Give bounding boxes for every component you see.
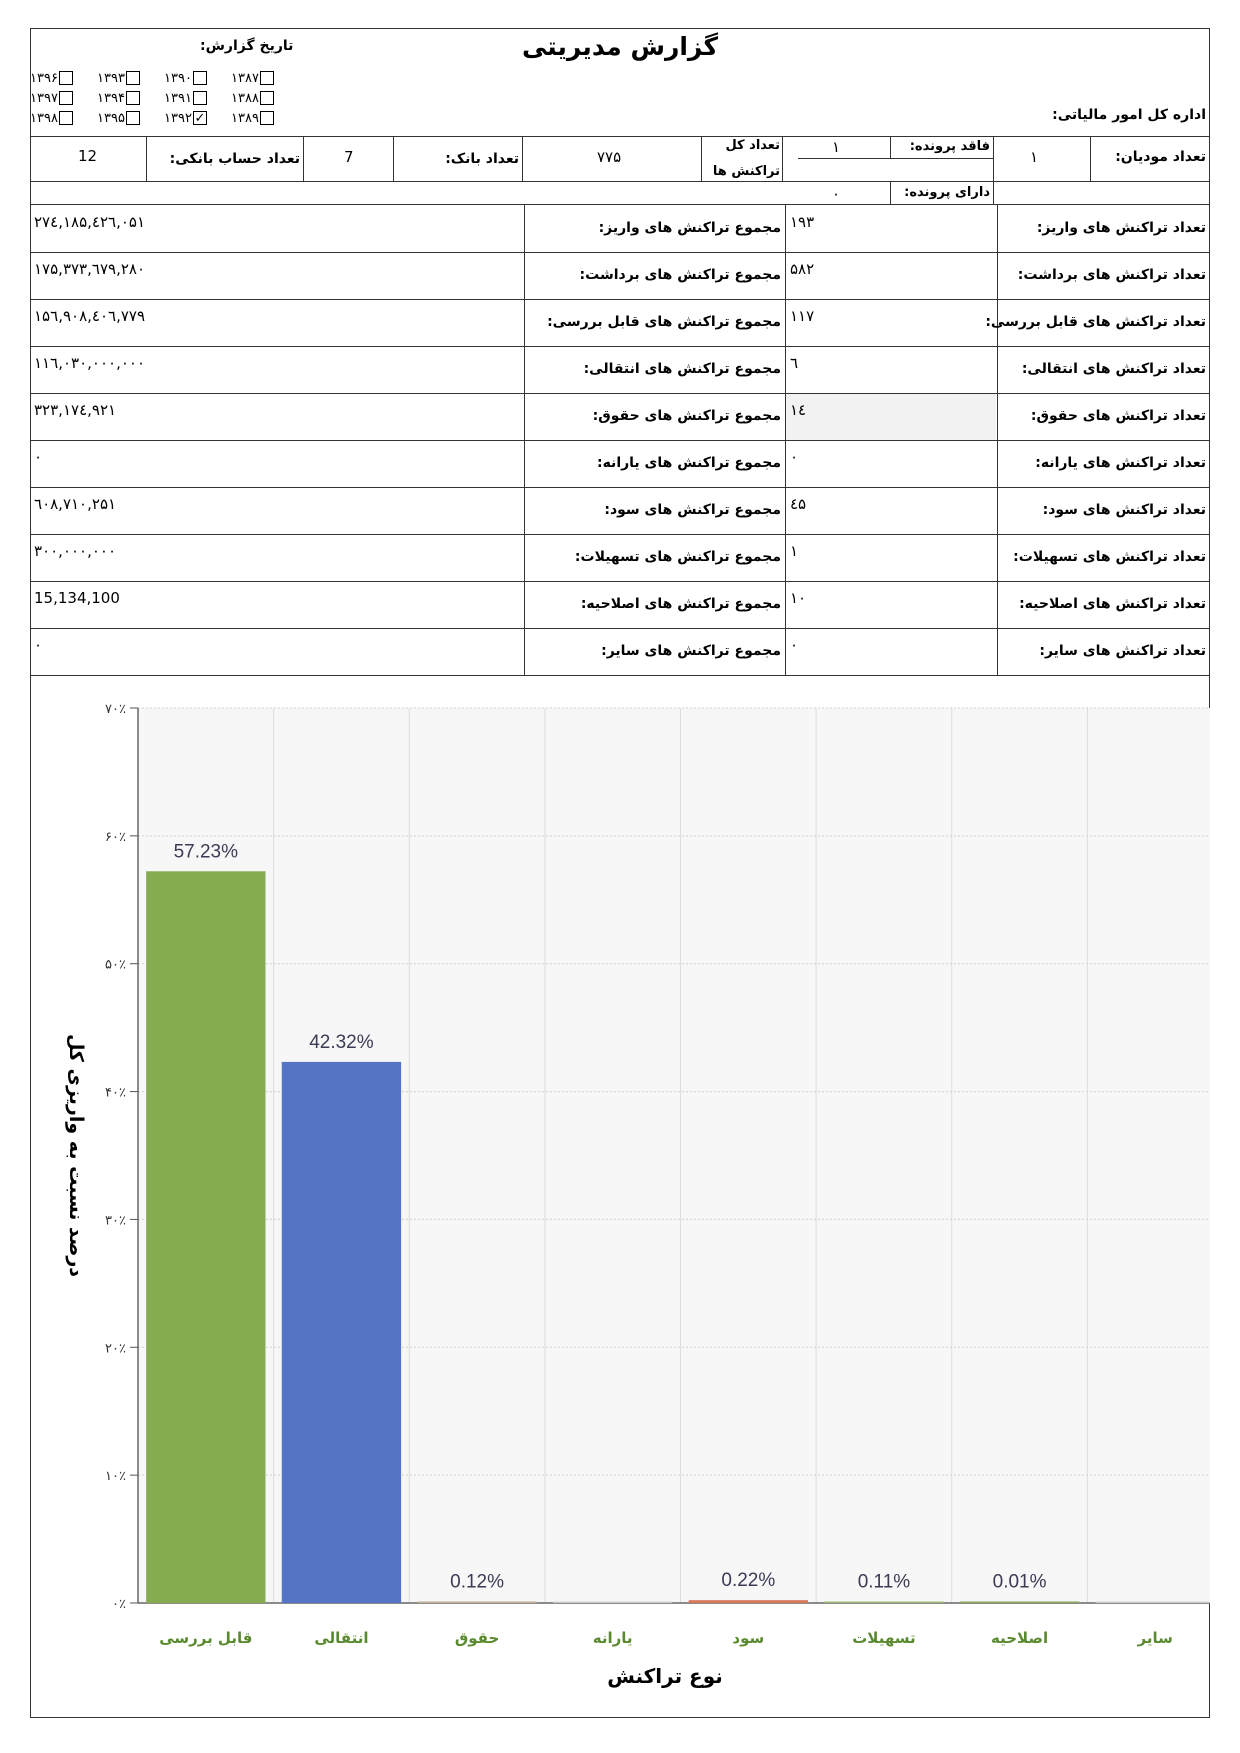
y-tick-label: ۴۰٪ [105,1085,126,1101]
y-tick-label: ۷۰٪ [105,702,126,717]
no-file-label: فاقد پرونده: [909,139,990,154]
y-tick-label: ۳۰٪ [105,1213,126,1229]
y-tick-label: ۱۰٪ [105,1469,126,1485]
year-option[interactable] [231,71,298,86]
bar [689,1600,808,1603]
total-tx-value: ۷۷۵ [597,148,622,166]
table-border [522,136,523,181]
sum-value: ۳۰۰,۰۰۰,۰۰۰ [34,542,117,560]
no-file-value: ۱ [832,138,841,156]
table-border [1090,136,1091,181]
report-date-label: تاریخ گزارش: [200,38,294,54]
taxpayers-value: ۱ [1030,148,1039,166]
table-border [30,299,1210,300]
checkbox-icon[interactable] [59,111,73,125]
year-label: ۱۳۹۲ [164,110,192,126]
count-value: ۰ [790,448,799,466]
year-label: ۱۳۹۷ [30,90,58,106]
sum-label: مجموع تراکنش های قابل بررسی: [547,314,781,330]
x-category-label: انتقالی [314,1629,369,1647]
y-tick-label: ۵۰٪ [105,957,126,973]
table-border [30,534,1210,535]
checkbox-icon[interactable] [193,91,207,105]
year-label: ۱۳۹۱ [164,90,192,106]
x-category-label: سود [732,1629,765,1647]
bar-value-label: 42.32% [309,1031,374,1053]
year-option[interactable] [164,91,231,106]
year-label: ۱۳۹۸ [30,110,58,126]
sum-label: مجموع تراکنش های سایر: [601,643,781,659]
banks-value: 7 [344,148,354,166]
year-option[interactable] [164,71,231,86]
table-border [30,675,1210,676]
bar [1096,1602,1210,1604]
x-category-label: قابل بررسی [159,1629,253,1647]
table-border [30,181,1210,182]
checkbox-icon[interactable] [126,91,140,105]
total-tx-label-2: تراکنش ها [712,164,780,179]
bar-value-label: 0.11% [857,1571,911,1593]
page-title: گزارش مدیریتی [522,32,718,61]
table-border [30,628,1210,629]
table-border [701,136,702,181]
banks-label: تعداد بانک: [445,151,519,167]
sum-value: ۰ [34,636,43,654]
x-category-label: اصلاحیه [991,1629,1049,1647]
sum-value: ۱۱٦,۰۳۰,۰۰۰,۰۰۰ [34,354,146,372]
count-value: ۱ [790,542,799,560]
count-label: تعداد تراکنش های واریز: [1036,220,1206,236]
year-label: ۱۳۹۰ [164,70,192,86]
table-border [798,158,993,159]
sum-value: ۰ [34,448,43,466]
year-label: ۱۳۸۹ [231,110,259,126]
checkbox-icon[interactable]: ✓ [194,110,206,126]
year-label: ۱۳۹۴ [97,90,125,106]
count-label: تعداد تراکنش های حقوق: [1030,408,1206,424]
table-border [30,487,1210,488]
checkbox-icon[interactable] [260,91,274,105]
has-file-value: ۰ [832,185,841,203]
count-label: تعداد تراکنش های انتقالی: [1021,361,1206,377]
table-border [30,581,1210,582]
sum-label: مجموع تراکنش های برداشت: [579,267,781,283]
count-label: تعداد تراکنش های اصلاحیه: [1019,596,1206,612]
sum-label: مجموع تراکنش های حقوق: [592,408,781,424]
accounts-value: 12 [78,147,98,165]
bar [146,871,265,1603]
year-option[interactable] [97,71,164,86]
count-value: ۱۰ [790,589,807,607]
sum-value: ۳۲۳,۱۷٤,۹۲۱ [34,401,117,419]
count-value: ۵۸۲ [790,260,815,278]
bar [282,1062,401,1603]
year-label: ۱۳۹۵ [97,110,125,126]
table-border [782,136,783,181]
sum-value: ۱۷۵,۳۷۳,٦۷۹,۲۸۰ [34,260,146,278]
table-border [30,393,1210,394]
checkbox-icon[interactable] [59,71,73,85]
sum-label: مجموع تراکنش های واریز: [598,220,781,236]
year-label: ۱۳۹۶ [30,70,58,86]
count-label: تعداد تراکنش های برداشت: [1017,267,1206,283]
sum-label: مجموع تراکنش های سود: [604,502,781,518]
year-option[interactable] [30,71,97,86]
sum-label: مجموع تراکنش های انتقالی: [583,361,781,377]
year-option[interactable] [97,111,164,126]
table-border [890,136,891,159]
y-tick-label: ۰٪ [112,1597,126,1612]
taxpayers-label: تعداد مودیان: [1115,149,1206,165]
count-label: تعداد تراکنش های قابل بررسی: [985,314,1206,330]
x-category-label: تسهیلات [852,1629,916,1647]
tax-office-label: اداره کل امور مالیاتی: [1052,107,1206,123]
count-value: ٦ [790,354,799,372]
year-row [30,68,298,88]
bar-value-label: 0.12% [450,1571,504,1593]
count-label: تعداد تراکنش های تسهیلات: [1013,549,1206,565]
x-categories [159,1629,1173,1647]
count-value: ۱۱۷ [790,307,815,325]
count-label: تعداد تراکنش های یارانه: [1035,455,1206,471]
table-border [30,204,1210,205]
table-border [303,136,304,181]
sum-value: ۱۵٦,۹۰۸,٤۰٦,۷۷۹ [34,307,146,325]
table-border [890,181,891,204]
accounts-label: تعداد حساب بانکی: [169,151,300,167]
sum-value: 15,134,100 [34,589,120,607]
transaction-percent-chart [30,690,1210,1700]
year-row [30,108,298,128]
count-value: ۱۹۳ [790,213,815,231]
table-border [393,136,394,181]
x-category-label: یارانه [592,1629,633,1647]
bar-value-label: 0.22% [721,1570,776,1592]
year-label: ۱۳۸۷ [231,70,259,86]
y-tick-label: ۲۰٪ [105,1341,126,1357]
checkbox-icon[interactable] [193,71,207,85]
table-border [146,136,147,181]
y-axis-title: درصد نسبت به واریزی کل [65,1033,87,1278]
bar-value-label: 57.23% [173,841,239,863]
checkbox-icon[interactable] [260,71,274,85]
checkbox-icon[interactable] [126,111,140,125]
y-ticks [105,702,138,1612]
table-border [993,136,994,204]
x-category-label: حقوق [454,1629,500,1647]
x-axis-title: نوع تراکنش [607,1664,723,1688]
year-row [30,88,298,108]
table-border [30,346,1210,347]
total-tx-label: تعداد کل [725,138,780,153]
bar [960,1602,1079,1604]
checkbox-icon[interactable] [126,71,140,85]
year-option[interactable] [97,91,164,106]
year-option[interactable] [30,91,97,106]
y-tick-label: ۶۰٪ [105,829,126,845]
checkbox-icon[interactable] [59,91,73,105]
year-option[interactable] [231,111,298,126]
year-option[interactable] [30,111,97,126]
has-file-label: دارای پرونده: [904,185,990,200]
count-label: تعداد تراکنش های سایر: [1039,643,1206,659]
count-value: ۰ [790,636,799,654]
sum-label: مجموع تراکنش های یارانه: [596,455,781,471]
sum-value: ۲۷٤,۱۸۵,٤۲٦,۰۵۱ [34,213,146,231]
count-value: ٤۵ [790,495,807,513]
bar [553,1602,672,1604]
year-checkbox-grid [30,68,298,128]
sum-value: ٦۰۸,۷۱۰,۲۵۱ [34,495,117,513]
bar [824,1602,943,1604]
bar [417,1601,536,1603]
bar-value-label: 0.01% [992,1571,1047,1593]
sum-label: مجموع تراکنش های اصلاحیه: [580,596,781,612]
table-border [30,252,1210,253]
table-border [30,440,1210,441]
highlight-cell [786,394,996,440]
year-label: ۱۳۸۸ [231,90,259,106]
year-option[interactable] [164,111,231,126]
x-category-label: سایر [1137,1629,1173,1647]
sum-label: مجموع تراکنش های تسهیلات: [574,549,781,565]
table-border [30,136,1210,137]
year-label: ۱۳۹۳ [97,70,125,86]
year-option[interactable] [231,91,298,106]
count-value: ١٤ [790,401,807,419]
count-label: تعداد تراکنش های سود: [1042,502,1206,518]
checkbox-icon[interactable] [260,111,274,125]
